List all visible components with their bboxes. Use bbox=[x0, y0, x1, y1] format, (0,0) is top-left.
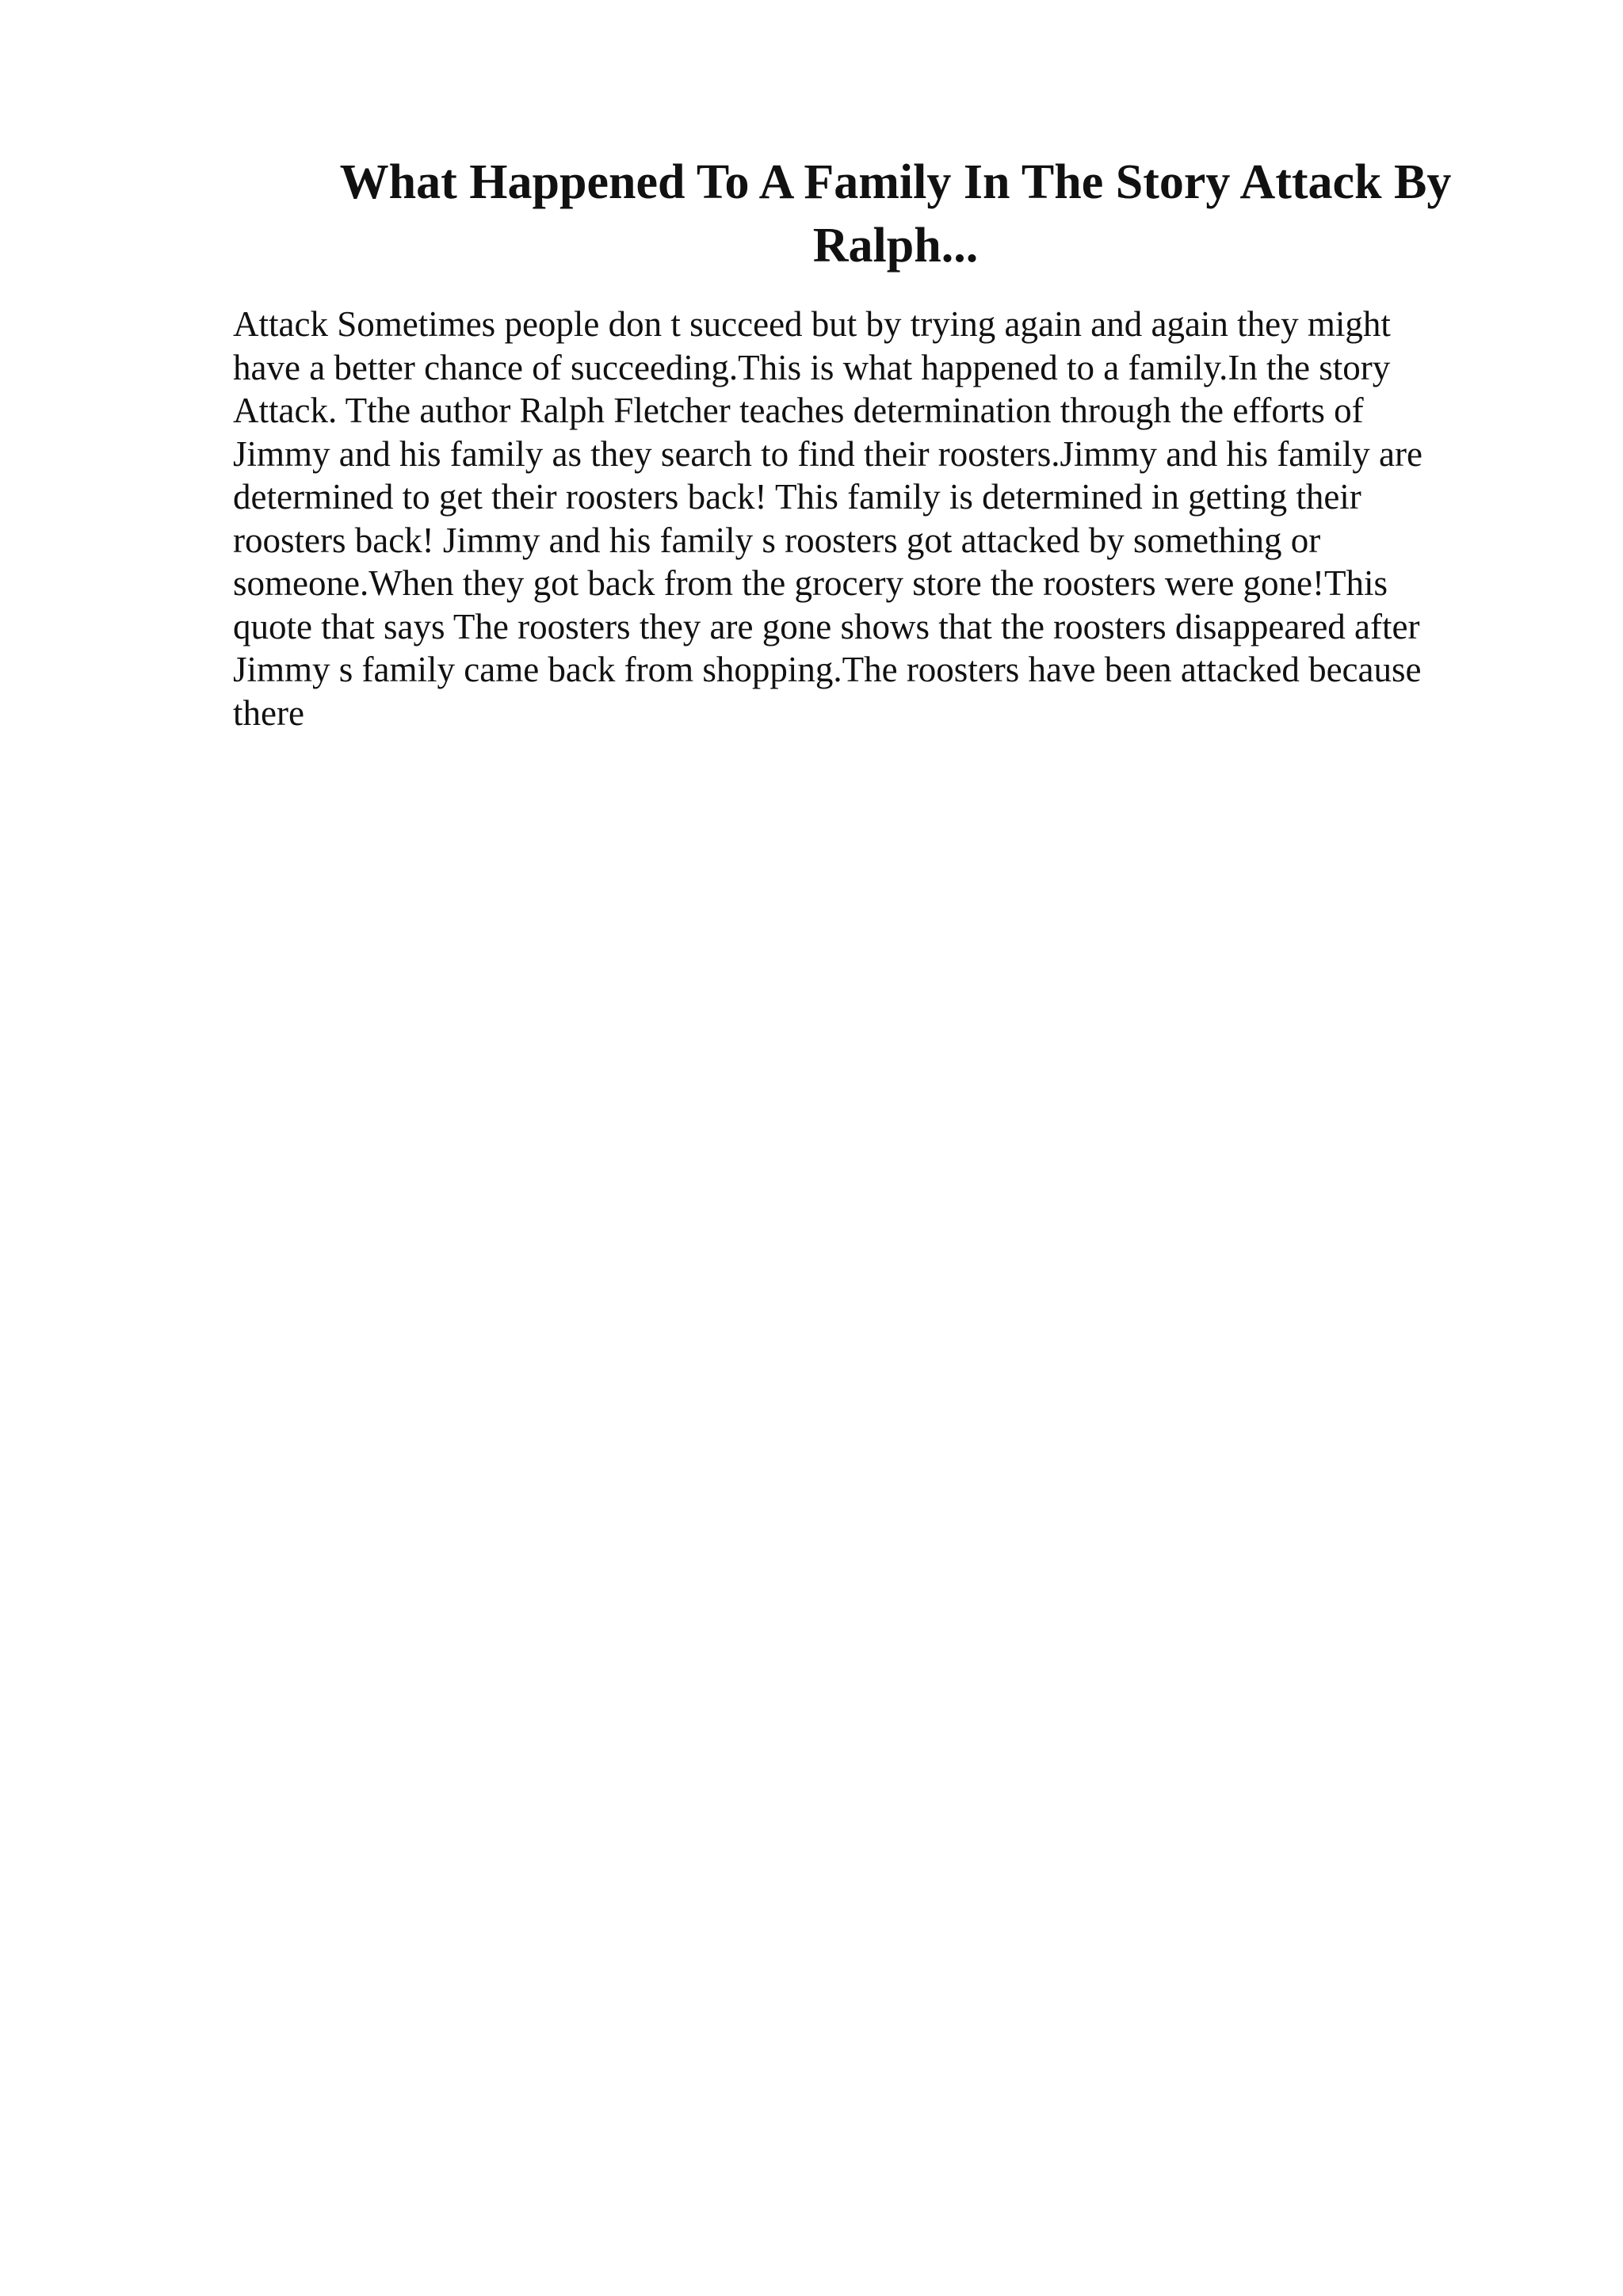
body-line: there bbox=[233, 692, 304, 733]
body-line: Jimmy and his family as they search to find their roosters.Jimmy and his family are bbox=[233, 433, 1423, 474]
body-line: someone.When they got back from the grocery store the roosters were gone!This bbox=[233, 563, 1388, 603]
body-line: determined to get their roosters back! This family is determined in getting their bbox=[233, 477, 1361, 517]
body-line: roosters back! Jimmy and his family s roosters got attacked by something or bbox=[233, 520, 1321, 560]
body-line: Attack. Tthe author Ralph Fletcher teaches determination through the efforts of bbox=[233, 391, 1364, 430]
body-line: quote that says The roosters they are gone shows that the roosters disappeared after bbox=[233, 606, 1420, 646]
document-title bbox=[301, 151, 1490, 277]
body-line: have a better chance of succeeding.This is what happened to a family.In the story bbox=[233, 347, 1391, 387]
title-line: What Happened To A Family In The Story Attack By bbox=[339, 155, 1452, 209]
title-line: Ralph... bbox=[812, 219, 979, 273]
body-line: Jimmy s family came back from shopping.The roosters have been attacked because bbox=[233, 650, 1422, 689]
body-line: Attack Sometimes people don t succeed but by trying again and again they might bbox=[233, 304, 1391, 344]
essay-body bbox=[233, 303, 1477, 734]
